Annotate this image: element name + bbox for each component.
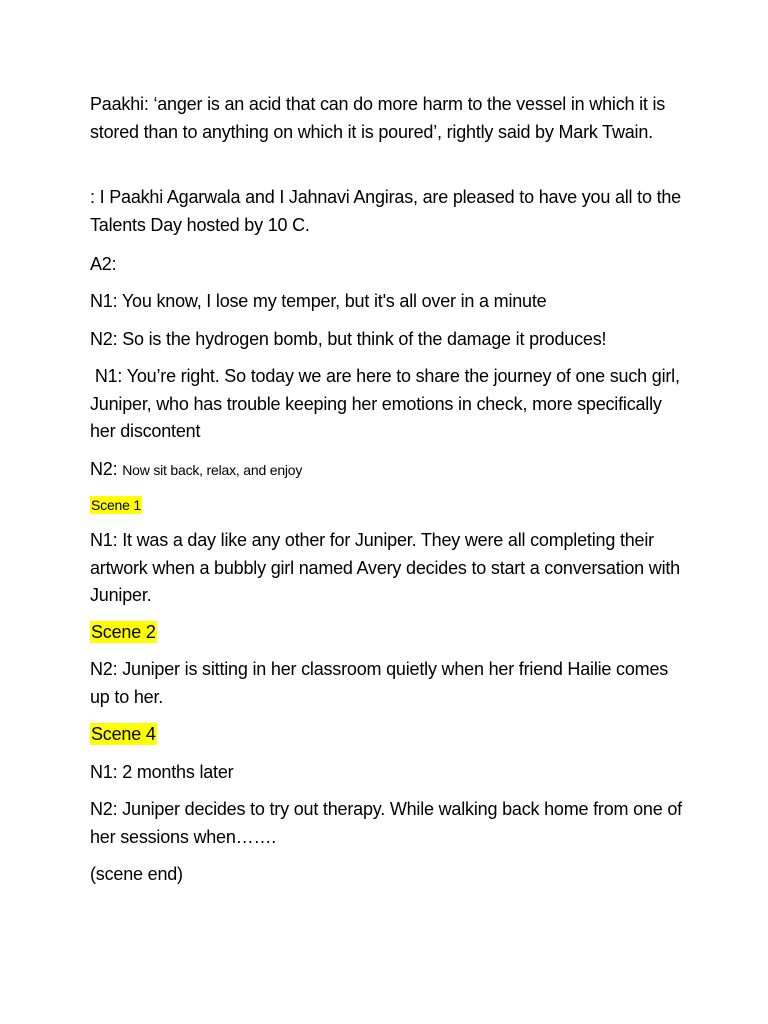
- scene-1-heading: [90, 491, 690, 520]
- scene-4-label: Scene 4: [91, 724, 156, 744]
- paragraph-n2-prefix: N2:: [90, 459, 123, 479]
- paragraph-mark-twain-quote: Paakhi: ‘anger is an acid that can do more harm to the vessel in which it is stored than to anything on which it is poured’, rightly said by Mark Twain.: [90, 94, 666, 142]
- paragraph-introduction: : I Paakhi Agarwala and I Jahnavi Angiras, are pleased to have you all to the Talents Day hosted by 10 C.: [90, 187, 681, 235]
- paragraph-n2-therapy: N2: Juniper decides to try out therapy. While walking back home from one of her sessions when…….: [90, 799, 682, 847]
- paragraph-a2: A2:: [90, 254, 117, 274]
- paragraph-n1-journey: N1: You’re right. So today we are here to share the journey of one such girl, Juniper, who has trouble keeping her emotions in check, more specifically her discontent: [90, 366, 685, 441]
- scene-2-heading: [90, 619, 690, 647]
- paragraph-n1-months-later: N1: 2 months later: [90, 762, 234, 782]
- paragraph-n2-classroom: N2: Juniper is sitting in her classroom quietly when her friend Hailie comes up to her.: [90, 659, 669, 707]
- paragraph-n2-sit-back: [90, 456, 690, 485]
- paragraph-n1-artwork: N1: It was a day like any other for Juniper. They were all completing their artwork when a bubbly girl named Avery decides to start a conversation with Juniper.: [90, 530, 680, 605]
- scene-2-label: Scene 2: [91, 622, 156, 642]
- scene-1-label: Scene 1: [91, 497, 141, 513]
- paragraph-n2-hydrogen-bomb: N2: So is the hydrogen bomb, but think of the damage it produces!: [90, 329, 607, 349]
- paragraph-n2-sit-back-text: Now sit back, relax, and enjoy: [122, 462, 303, 478]
- paragraph-n1-temper: N1: You know, I lose my temper, but it's all over in a minute: [90, 291, 547, 311]
- paragraph-scene-end: (scene end): [90, 864, 183, 884]
- scene-4-heading: [90, 721, 690, 749]
